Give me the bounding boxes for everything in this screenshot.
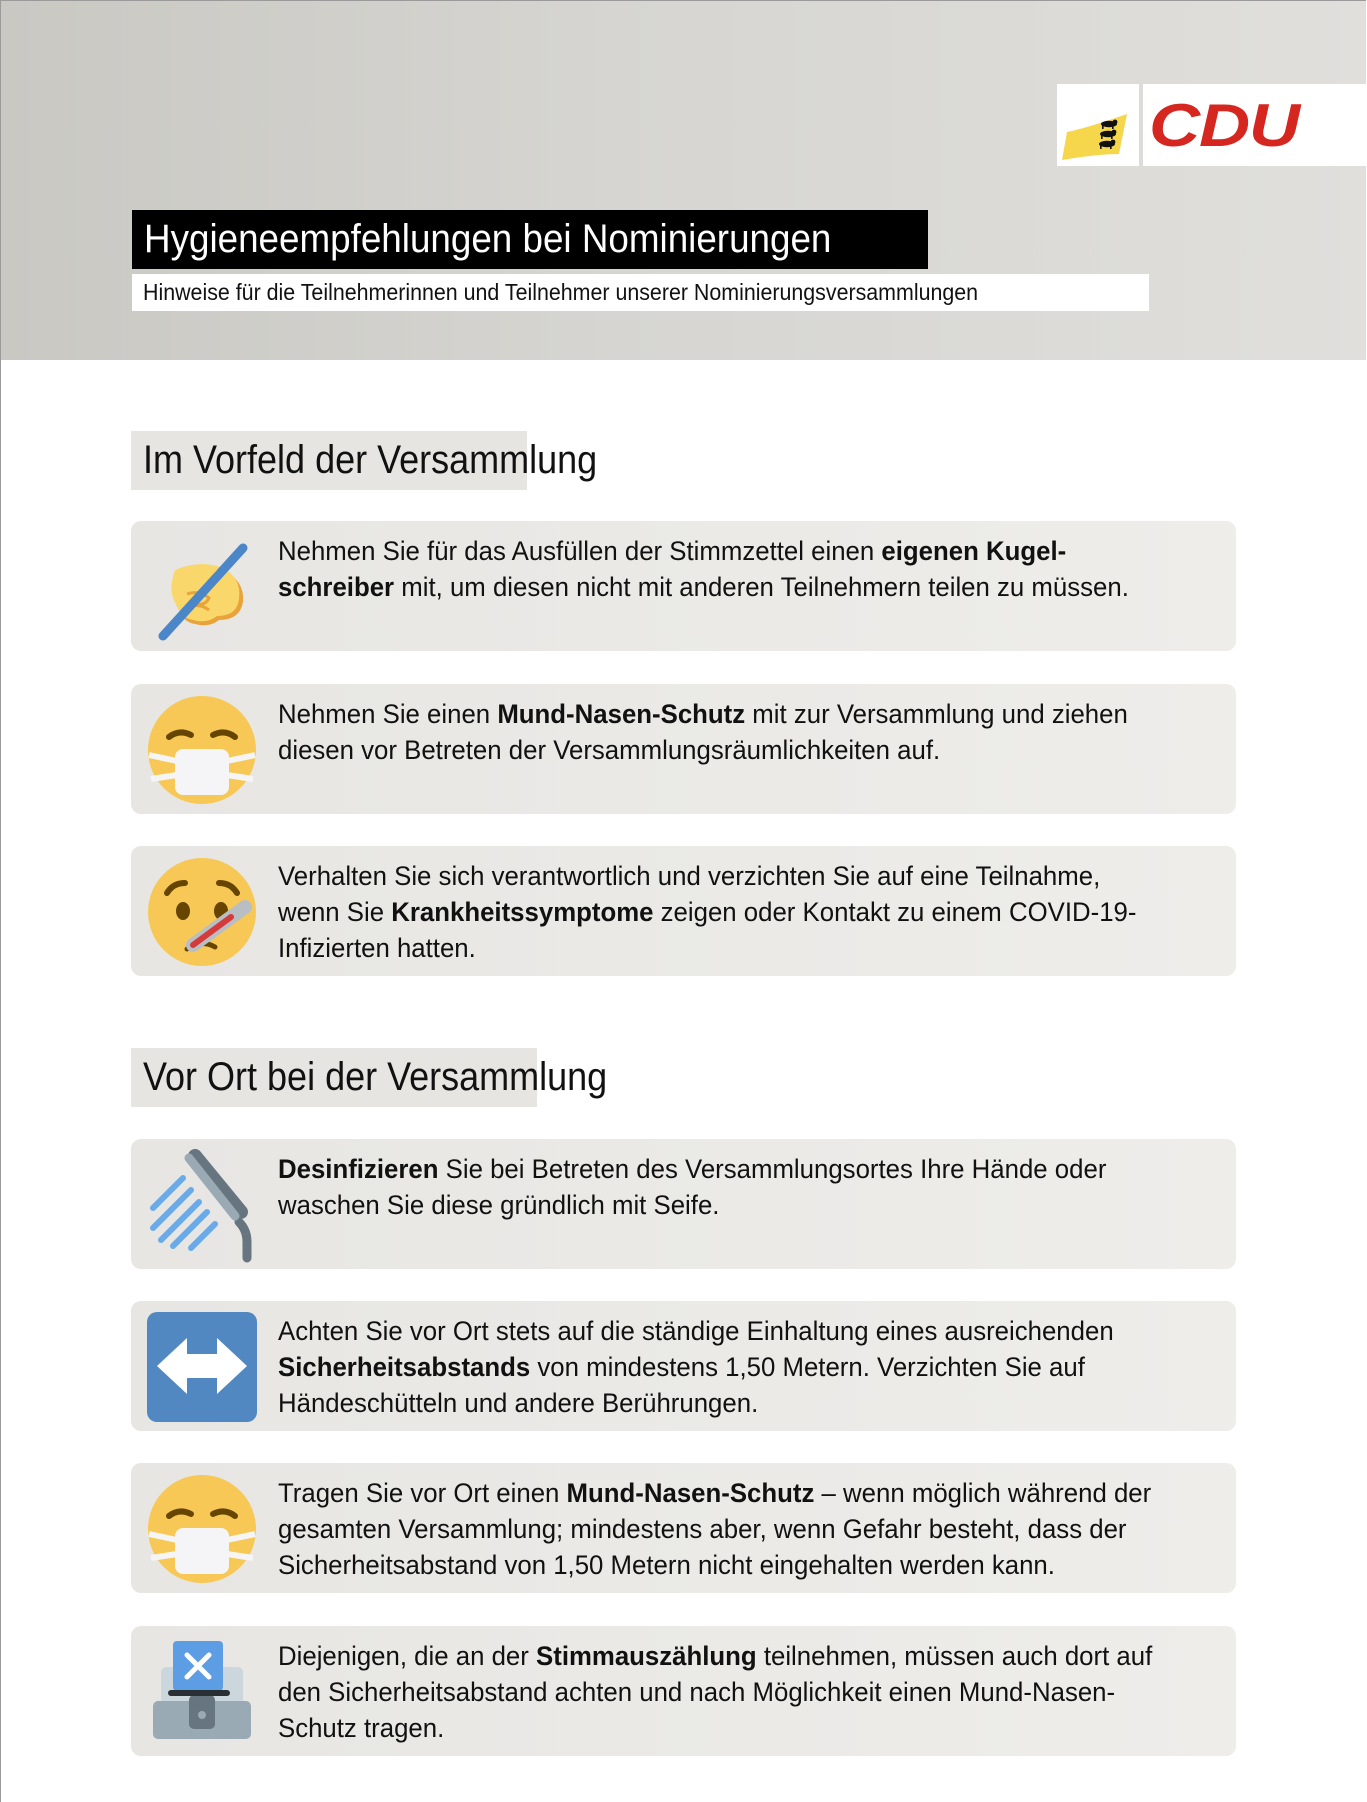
tip-card: [131, 1301, 1236, 1431]
tip-text: Desinfizieren Sie bei Betreten des Versammlungsortes Ihre Hände oder waschen Sie diese gründlich mit Seife.: [278, 1154, 1107, 1220]
cdu-logo-text: CDU: [1149, 92, 1299, 159]
cdu-logo: [1143, 84, 1367, 166]
tip-card: [131, 521, 1236, 651]
tip-card: [131, 1626, 1236, 1756]
tip-text: Nehmen Sie für das Ausfüllen der Stimmzettel einen eigenen Kugel- schreiber mit, um diesen nicht mit anderen Teilnehmern teilen zu müssen.: [278, 536, 1129, 602]
tip-text: Tragen Sie vor Ort einen Mund-Nasen-Schutz – wenn möglich während der gesamten Versammlung; mindestens aber, wenn Gefahr besteht, dass der Sicherheitsabstand von 1,50 Metern nicht eingehalten werden kann.: [278, 1478, 1152, 1580]
ballot-box-icon: [147, 1637, 257, 1747]
page-header: [1, 1, 1366, 360]
baden-wuerttemberg-flag-icon: [1057, 84, 1139, 166]
tip-text: Achten Sie vor Ort stets auf die ständige Einhaltung eines ausreichenden Sicherheitsabstands von mindestens 1,50 Metern. Verzichten Sie auf Händeschütteln und andere Berührungen.: [278, 1316, 1114, 1418]
state-logo: [1057, 84, 1139, 166]
page-subtitle: Hinweise für die Teilnehmerinnen und Teilnehmer unserer Nominierungsversammlungen: [132, 274, 1149, 311]
left-right-arrow-icon: [147, 1312, 257, 1422]
tip-card: [131, 684, 1236, 814]
face-with-thermometer-icon: [147, 857, 257, 967]
section-heading-onsite: Vor Ort bei der Versammlung: [131, 1048, 537, 1107]
tip-text: Verhalten Sie sich verantwortlich und verzichten Sie auf eine Teilnahme, wenn Sie Krankheitssymptome zeigen oder Kontakt zu einem COVID-19- Infizierten hatten.: [278, 861, 1137, 963]
tip-text: Nehmen Sie einen Mund-Nasen-Schutz mit zur Versammlung und ziehen diesen vor Betreten der Versammlungsräumlichkeiten auf.: [278, 699, 1128, 765]
tip-text: Diejenigen, die an der Stimmauszählung teilnehmen, müssen auch dort auf den Sicherheitsabstand achten und nach Möglichkeit einen Mund-Nasen- Schutz tragen.: [278, 1641, 1153, 1743]
tip-card: [131, 1463, 1236, 1593]
page-title: Hygieneempfehlungen bei Nominierungen: [132, 210, 928, 269]
face-with-medical-mask-icon: [147, 1474, 257, 1584]
shower-icon: [147, 1150, 257, 1260]
face-with-medical-mask-icon: [147, 695, 257, 805]
tip-card: [131, 846, 1236, 976]
writing-hand-icon: [147, 532, 257, 642]
tip-card: [131, 1139, 1236, 1269]
section-heading-before: Im Vorfeld der Versammlung: [131, 431, 527, 490]
